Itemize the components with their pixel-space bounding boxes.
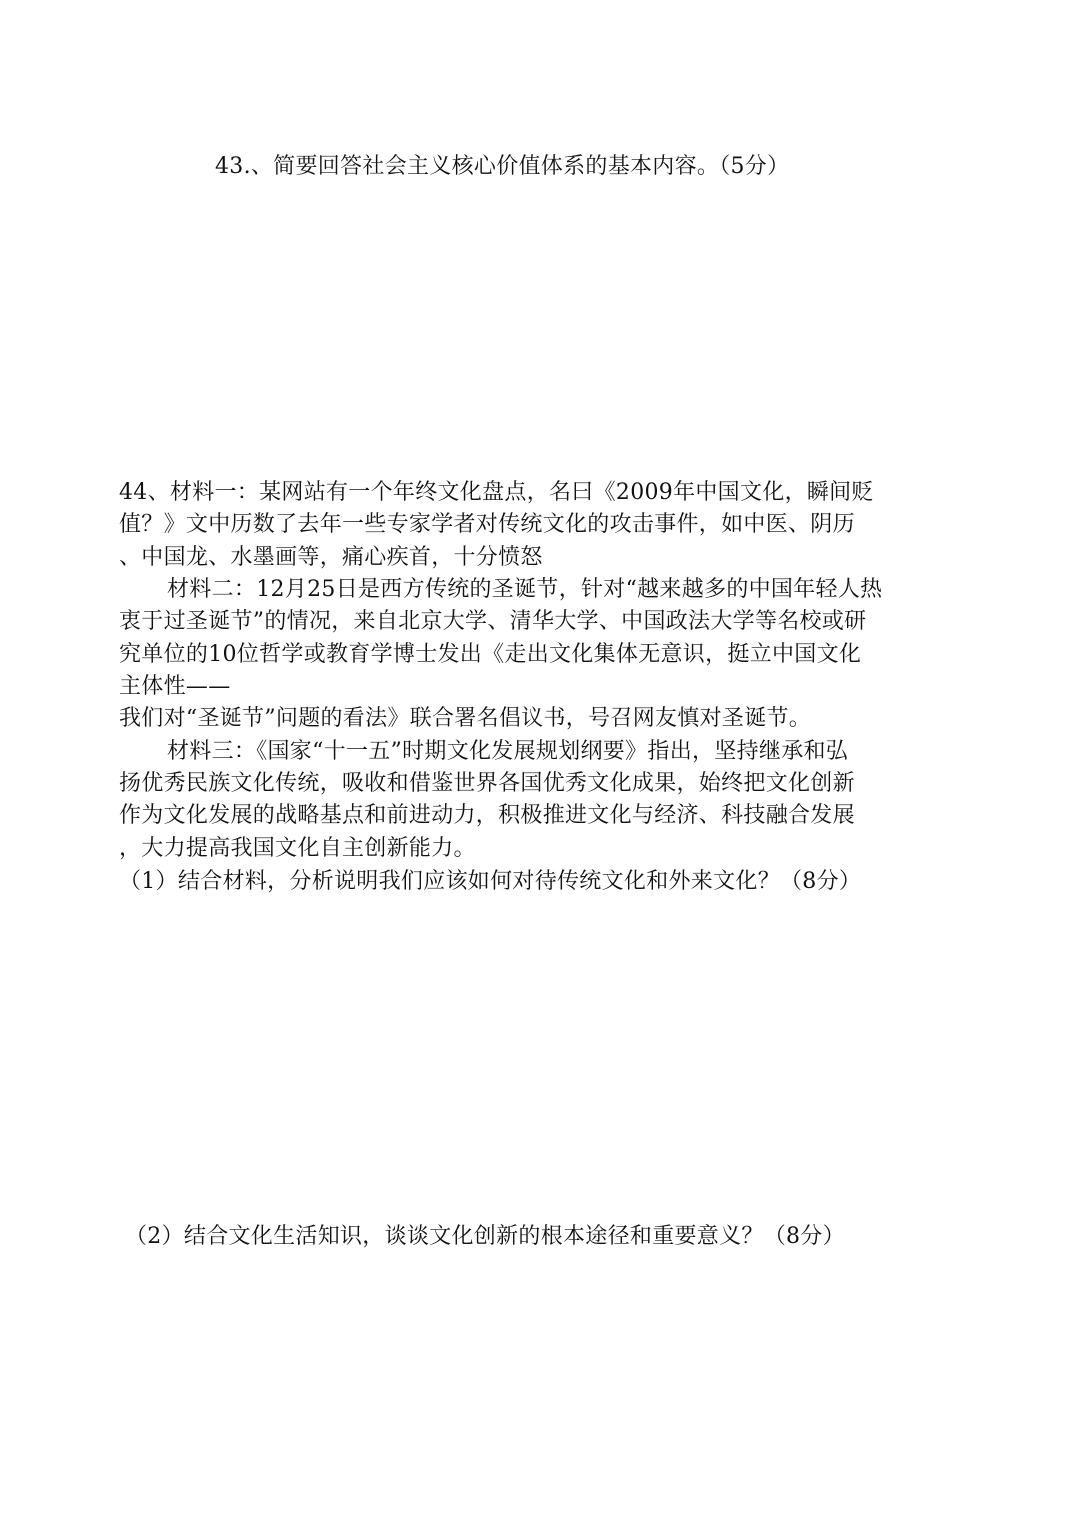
sub-question-1: （1）结合材料，分析说明我们应该如何对待传统文化和外来文化？（8分）: [119, 869, 862, 894]
material-1-line: 值？》文中历数了去年一些专家学者对传统文化的攻击事件，如中医、阴历: [119, 512, 855, 537]
material-1-line: 、中国龙、水墨画等，痛心疾首，十分愤怒: [119, 545, 543, 570]
material-2-line: 衷于过圣诞节”的情况，来自北京大学、清华大学、中国政法大学等名校或研: [119, 609, 867, 634]
material-3-line: 扬优秀民族文化传统，吸收和借鉴世界各国优秀文化成果，始终把文化创新: [119, 771, 855, 796]
material-2-line: 究单位的10位哲学或教育学博士发出《走出文化集体无意识，挺立中国文化: [119, 642, 862, 667]
question-43: 43.、简要回答社会主义核心价值体系的基本内容。（5分）: [215, 154, 790, 179]
material-2-line: 材料二：12月25日是西方传统的圣诞节，针对“越来越多的中国年轻人热: [167, 577, 883, 602]
material-2-line: 我们对“圣诞节”问题的看法》联合署名倡议书，号召网友慎对圣诞节。: [119, 706, 812, 731]
sub-question-2: （2）结合文化生活知识，谈谈文化创新的根本途径和重要意义？（8分）: [125, 1224, 845, 1249]
material-3-line: 材料三：《国家“十一五”时期文化发展规划纲要》指出，坚持继承和弘: [167, 739, 849, 764]
material-3-line: ，大力提高我国文化自主创新能力。: [119, 836, 476, 861]
material-3-line: 作为文化发展的战略基点和前进动力，积极推进文化与经济、科技融合发展: [119, 803, 855, 828]
material-2-line: 主体性——: [119, 674, 231, 699]
material-1-line: 44、材料一：某网站有一个年终文化盘点，名曰《2009年中国文化，瞬间贬: [119, 480, 874, 505]
